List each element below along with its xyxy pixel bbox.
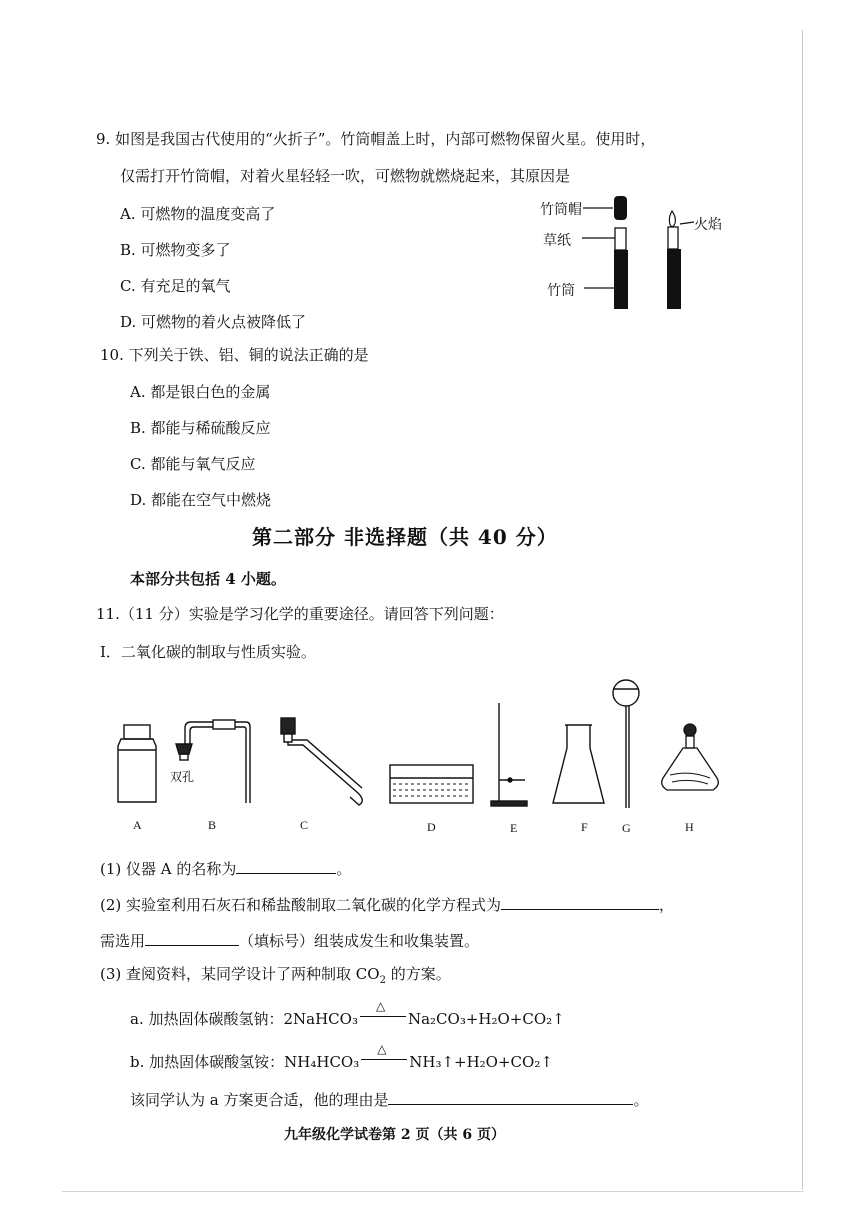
apparatus-label-a: A	[133, 818, 142, 832]
part2-note: 本部分共包括 4 小题。	[130, 570, 286, 588]
plan-b-label: b. 加热固体碳酸氢铵：	[130, 1053, 285, 1071]
apparatus-g-funnel	[613, 680, 639, 808]
heat-symbol-a: △	[375, 999, 386, 1013]
heat-arrow-b	[359, 1042, 409, 1067]
q9-stem-line1: 9. 如图是我国古代使用的“火折子”。竹筒帽盖上时，内部可燃物保留火星。使用时，	[96, 130, 656, 148]
apparatus-label-d: D	[427, 820, 436, 834]
q11-sub2b	[100, 929, 479, 951]
apparatus-label-f: F	[581, 820, 588, 834]
q11-sub2	[100, 893, 674, 915]
plan-b	[130, 1042, 553, 1072]
q9-option-d: D. 可燃物的着火点被降低了	[120, 313, 307, 331]
q11-reason-text: 该同学认为 a 方案更合适，他的理由是	[130, 1091, 389, 1109]
apparatus-label-b: B	[208, 818, 217, 832]
answer-blank-1[interactable]	[236, 857, 336, 874]
q9-stem-line2: 仅需打开竹筒帽，对着火星轻轻一吹，可燃物就燃烧起来，其原因是	[120, 167, 571, 185]
q11-sub2b-end: （填标号）组装成发生和收集装置。	[239, 932, 480, 950]
reaction-line-b	[361, 1059, 407, 1060]
apparatus-label-g: G	[622, 821, 631, 835]
plan-a	[130, 999, 565, 1029]
apparatus-h-alcohol-lamp	[662, 724, 719, 790]
plan-b-products: NH₃↑+H₂O+CO₂↑	[409, 1053, 553, 1071]
answer-blank-2[interactable]	[501, 893, 659, 910]
answer-blank-3[interactable]	[145, 929, 239, 946]
label-bamboo-tube: 竹筒	[547, 283, 575, 299]
plan-a-label: a. 加热固体碳酸氢钠：	[130, 1010, 284, 1028]
q11-sub3	[100, 964, 451, 991]
q9-option-c: C. 有充足的氧气	[120, 277, 231, 295]
q11-sub1-end: 。	[336, 860, 352, 878]
double-hole-label: 双孔	[170, 770, 195, 784]
apparatus-e-iron-stand	[491, 703, 527, 806]
reaction-line-a	[360, 1016, 406, 1017]
q11-sub3-end: 的方案。	[385, 965, 451, 983]
plan-a-reactant: 2NaHCO₃	[283, 1010, 358, 1028]
q11-sub1	[100, 857, 351, 879]
q10-option-d: D. 都能在空气中燃烧	[130, 491, 272, 509]
heat-symbol-b: △	[377, 1042, 387, 1056]
q11-reason	[130, 1088, 649, 1110]
label-bamboo-cap: 竹筒帽	[540, 202, 582, 218]
co2-subscript: 2	[379, 975, 386, 986]
apparatus-f-conical-flask	[553, 725, 604, 803]
heat-arrow-a	[358, 999, 408, 1024]
apparatus-label-c: C	[300, 818, 309, 832]
answer-blank-4[interactable]	[388, 1088, 633, 1105]
apparatus-d-water-trough	[390, 765, 473, 803]
part2-heading: 第二部分 非选择题（共 40 分）	[252, 525, 558, 549]
q11-section-title: Ⅰ．二氧化碳的制取与性质实验。	[100, 643, 316, 661]
plan-a-products: Na₂CO₃+H₂O+CO₂↑	[407, 1010, 565, 1028]
q11-sub1-text: (1) 仪器 A 的名称为	[100, 860, 237, 878]
q11-sub3-text: (3) 查阅资料，某同学设计了两种制取 CO	[100, 965, 380, 983]
page-edge-line	[62, 1191, 804, 1192]
q11-stem: 11.（11 分）实验是学习化学的重要途径。请回答下列问题：	[96, 605, 504, 623]
apparatus-b-stopper-tube	[176, 720, 250, 803]
apparatus-a-gas-bottle	[118, 725, 156, 802]
q11-sub2-end: ，	[659, 896, 675, 914]
label-flame: 火焰	[694, 217, 722, 233]
page-footer: 九年级化学试卷第 2 页（共 6 页）	[284, 1127, 505, 1143]
label-straw-paper: 草纸	[543, 233, 571, 249]
apparatus-label-e: E	[510, 821, 518, 835]
apparatus-c-delivery-tube	[281, 718, 362, 805]
q10-option-a: A. 都是银白色的金属	[130, 383, 271, 401]
q9-option-b: B. 可燃物变多了	[120, 241, 231, 259]
q10-option-c: C. 都能与氧气反应	[130, 455, 256, 473]
q9-option-a: A. 可燃物的温度变高了	[120, 205, 276, 223]
q11-sub2-text: (2) 实验室利用石灰石和稀盐酸制取二氧化碳的化学方程式为	[100, 896, 502, 914]
q11-sub2b-text: 需选用	[100, 932, 146, 950]
apparatus-label-h: H	[685, 820, 694, 834]
q11-reason-end: 。	[633, 1091, 649, 1109]
q10-option-b: B. 都能与稀硫酸反应	[130, 419, 271, 437]
q10-stem: 10. 下列关于铁、铝、铜的说法正确的是	[100, 346, 369, 364]
plan-b-reactant: NH₄HCO₃	[284, 1053, 360, 1071]
